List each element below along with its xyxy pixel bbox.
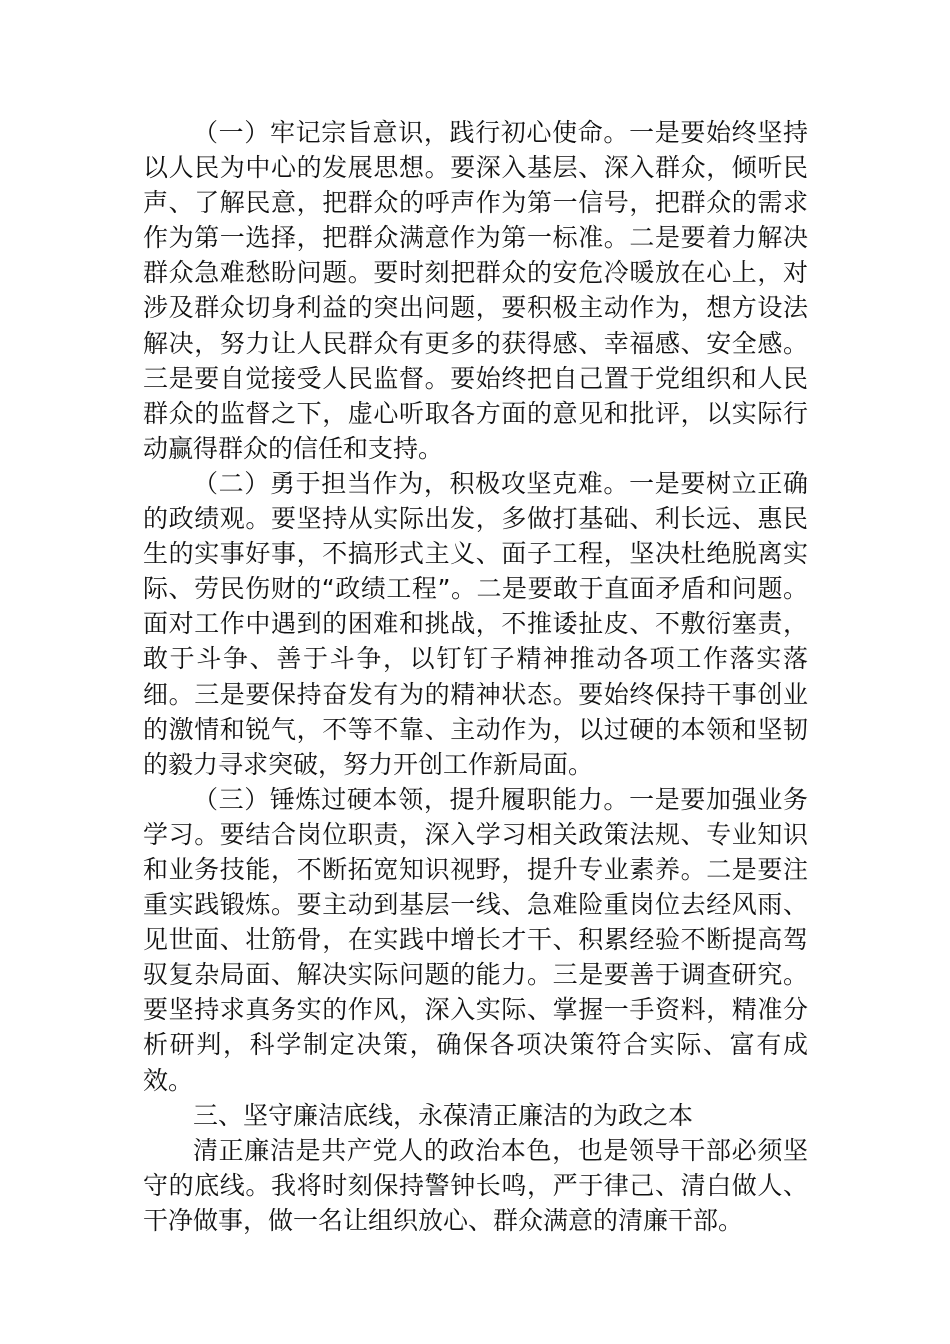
paragraph-integrity: 清正廉洁是共产党人的政治本色，也是领导干部必须坚守的底线。我将时刻保持警钟长鸣，严于律己、清白做人、干净做事，做一名让组织放心、群众满意的清廉干部。: [143, 1135, 808, 1235]
paragraph-improve-ability: （三）锤炼过硬本领，提升履职能力。一是要加强业务学习。要结合岗位职责，深入学习相关政策法规、专业知识和业务技能，不断拓宽知识视野，提升专业素养。二是要注重实践锻炼。要主动到基层一线、急难险重岗位去经风雨、见世面、壮筋骨，在实践中增长才干、积累经验不断提高驾驭复杂局面、解决实际问题的能力。三是要善于调查研究。要坚持求真务实的作风，深入实际、掌握一手资料，精准分析研判，科学制定决策，确保各项决策符合实际、富有成效。: [143, 784, 808, 1095]
document-body: [143, 115, 808, 1238]
paragraph-purpose-awareness: （一）牢记宗旨意识，践行初心使命。一是要始终坚持以人民为中心的发展思想。要深入基层、深入群众，倾听民声、了解民意，把群众的呼声作为第一信号，把群众的需求作为第一选择，把群众满意作为第一标准。二是要着力解决群众急难愁盼问题。要时刻把群众的安危冷暖放在心上，对涉及群众切身利益的突出问题，要积极主动作为，想方设法解决，努力让人民群众有更多的获得感、幸福感、安全感。三是要自觉接受人民监督。要始终把自己置于党组织和人民群众的监督之下，虚心听取各方面的意见和批评，以实际行动赢得群众的信任和支持。: [143, 118, 808, 463]
section-heading: 三、坚守廉洁底线，永葆清正廉洁的为政之本: [193, 1100, 694, 1130]
paragraph-take-responsibility: （二）勇于担当作为，积极攻坚克难。一是要树立正确的政绩观。要坚持从实际出发，多做打基础、利长远、惠民生的实事好事，不搞形式主义、面子工程，坚决杜绝脱离实际、劳民伤财的“政绩工程”。二是要敢于直面矛盾和问题。面对工作中遇到的困难和挑战，不推诿扯皮、不敷衍塞责，敢于斗争、善于斗争，以钉钉子精神推动各项工作落实落细。三是要保持奋发有为的精神状态。要始终保持干事创业的激情和锐气，不等不靠、主动作为，以过硬的本领和坚韧的毅力寻求突破，努力开创工作新局面。: [143, 468, 808, 779]
